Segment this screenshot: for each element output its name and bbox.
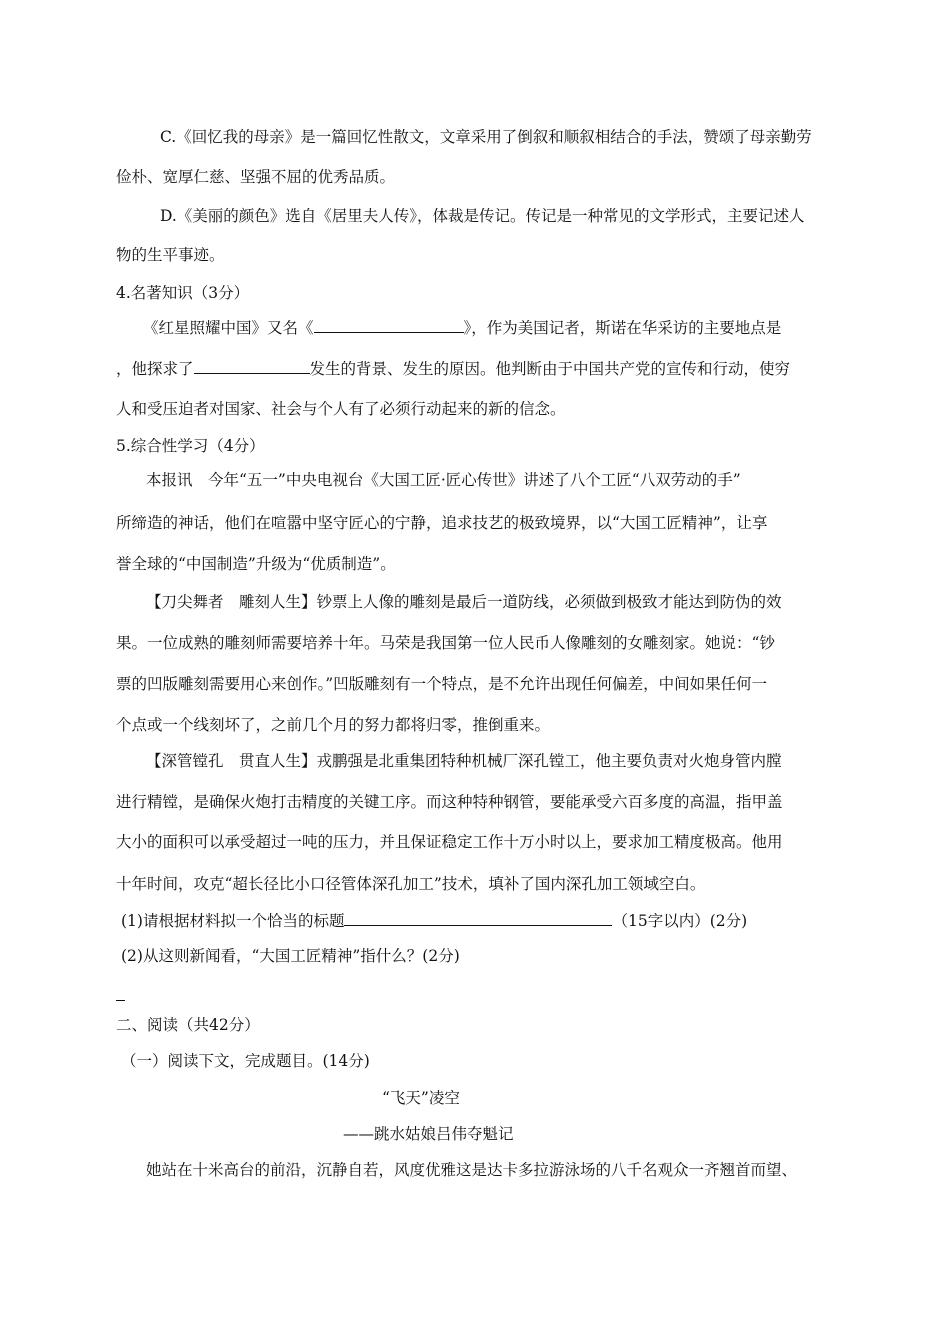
- section-2-heading: 二、阅读（共42分）: [116, 1016, 260, 1034]
- news-para-3-line-1: 【深管镗孔 贯直人生】戎鹏强是北重集团特种机械厂深孔镗工，他主要负责对火炮身管内膛: [146, 752, 782, 770]
- news-para-3-line-3: 大小的面积可以承受超过一吨的压力，并且保证稳定工作十万小时以上，要求加工精度极高。他用: [116, 833, 783, 851]
- article-title: “飞天”凌空: [382, 1089, 460, 1107]
- q4-line1-prefix: 《红星照耀中国》又名《: [143, 319, 314, 337]
- option-c-line-1: C.《回忆我的母亲》是一篇回忆性散文，文章采用了倒叙和顺叙相结合的手法，赞颂了母亲勤劳: [160, 128, 812, 146]
- news-para-1-line-3: 誉全球的“中国制造”升级为“优质制造”。: [116, 555, 396, 573]
- question-4-line-3: 人和受压迫者对国家、社会与个人有了必须行动起来的新的信念。: [116, 400, 566, 418]
- news-para-3-line-4: 十年时间，攻克“超长径比小口径管体深孔加工”技术，填补了国内深孔加工领域空白。: [116, 875, 706, 893]
- subquestion-2: (2)从这则新闻看，“大国工匠精神”指什么？(2分): [121, 947, 460, 965]
- question-4-heading: 4.名著知识（3分）: [116, 284, 250, 302]
- explored-topic-blank[interactable]: [194, 357, 310, 374]
- subq1-suffix: （15字以内）(2分): [612, 912, 748, 930]
- news-para-1-line-1: 本报讯 今年“五一”中央电视台《大国工匠·匠心传世》讲述了八个工匠“八双劳动的手”: [146, 471, 741, 489]
- news-para-1-line-2: 所缔造的神话，他们在喧嚣中坚守匠心的宁静，追求技艺的极致境界，以“大国工匠精神”，让享: [116, 514, 768, 532]
- title-answer-blank[interactable]: [344, 909, 612, 926]
- news-para-2-line-4: 个点或一个线刻坏了，之前几个月的努力都将归零，推倒重来。: [116, 716, 551, 734]
- news-para-2-line-1: 【刀尖舞者 雕刻人生】钞票上人像的雕刻是最后一道防线，必须做到极致才能达到防伪的效: [146, 593, 782, 611]
- article-body-line-1: 她站在十米高台的前沿，沉静自若，风度优雅这是达卡多拉游泳场的八千名观众一齐翘首而望、: [146, 1161, 798, 1179]
- q4-line2-prefix: ，他探求了: [116, 360, 194, 378]
- article-subtitle: ——跳水姑娘吕伟夺魁记: [343, 1125, 514, 1143]
- q4-line2-suffix: 发生的背景、发生的原因。他判断由于中国共产党的宣传和行动，使穷: [309, 360, 791, 378]
- news-para-2-line-3: 票的凹版雕刻需要用心来创作。”凹版雕刻有一个特点，是不允许出现任何偏差，中间如果任何一: [116, 675, 768, 693]
- subquestion-1: [121, 909, 747, 932]
- option-c-line-2: 俭朴、宽厚仁慈、坚强不屈的优秀品质。: [116, 168, 396, 186]
- news-para-2-line-2: 果。一位成熟的雕刻师需要培养十年。马荣是我国第一位人民币人像雕刻的女雕刻家。她说：“钞: [116, 634, 775, 652]
- subq1-prefix: (1)请根据材料拟一个恰当的标题: [121, 912, 345, 930]
- reading-1-instruction: （一）阅读下文，完成题目。(14分): [121, 1052, 370, 1070]
- q4-line1-suffix: 》，作为美国记者，斯诺在华采访的主要地点是: [463, 319, 782, 337]
- question-4-line-2: [116, 357, 790, 380]
- option-d-line-1: D.《美丽的颜色》选自《居里夫人传》，体裁是传记。传记是一种常见的文学形式，主要记述人: [160, 207, 805, 225]
- book-alias-blank[interactable]: [314, 316, 464, 333]
- answer-mark: [116, 1000, 125, 1001]
- question-4-line-1: [143, 316, 781, 339]
- question-5-heading: 5.综合性学习（4分）: [116, 437, 265, 455]
- news-para-3-line-2: 进行精镗，是确保火炮打击精度的关键工序。而这种特种钢管，要能承受六百多度的高温，指甲盖: [116, 793, 783, 811]
- option-d-line-2: 物的生平事迹。: [116, 246, 225, 264]
